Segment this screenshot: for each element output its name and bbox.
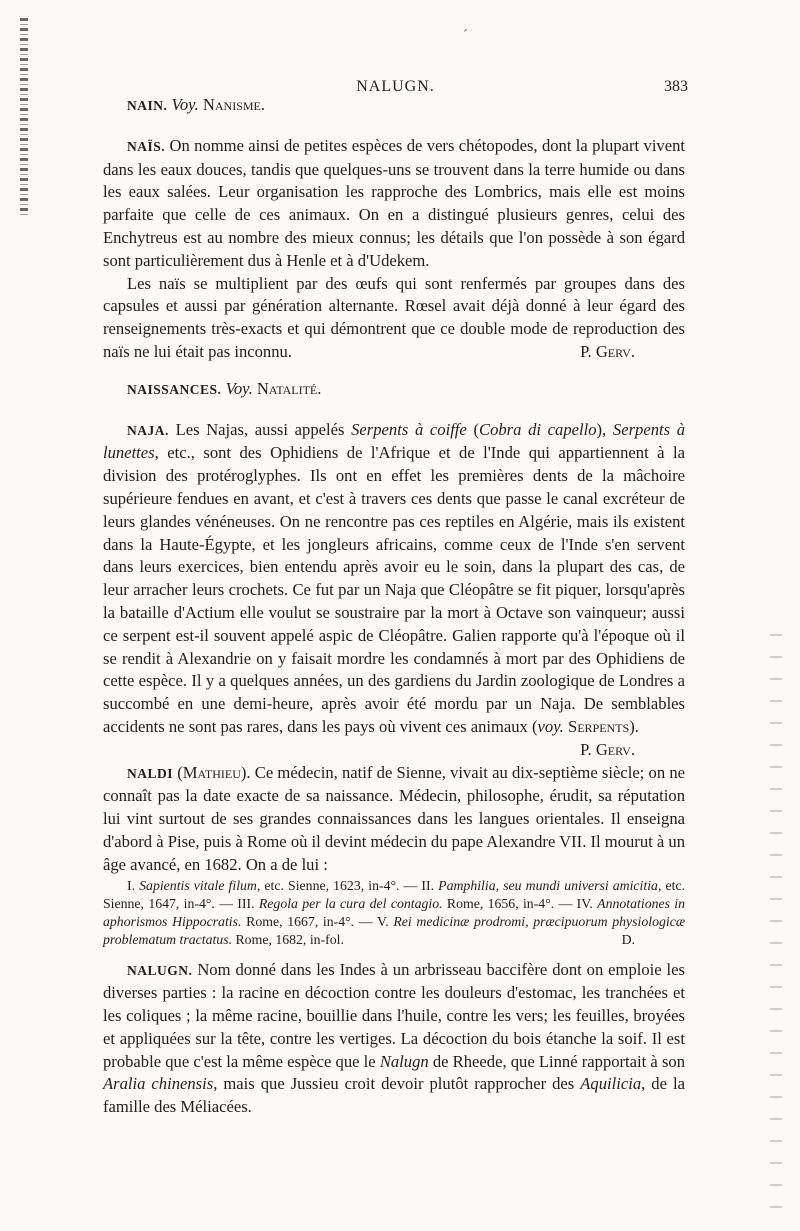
scan-margin-marks xyxy=(770,620,782,1210)
body-text: Nom donné dans les Indes à un arbrisseau baccifère dont on emploie les diverses parties : la racine en décoction contre les douleurs d'estomac, les tranchées et les coliques ; la même racine, bouillie dans l'huile, contre les vers; les feuilles, broyées et appliquées sur la tête, contre les vertiges. La décoction du bois étanche la soif. Il est probable que c'est la même espèce que le xyxy=(103,959,685,1071)
signature: P. Gerv. xyxy=(580,739,635,759)
cross-reference: Natalité. xyxy=(256,378,322,398)
body-text: Ce médecin, natif de Sienne, vivait au dix-septième siècle; on ne connaît pas la date exacte de sa naissance. Médecin, philosophe, érudit, sa réputation lui vint surtout de ses grandes connaissances dans les langues orientales. Il enseigna d'abord à Pise, puis à Rome où il devint médecin du pape Alexandre VII. Il mourut à un âge avancé, en 1682. On a de lui : xyxy=(103,762,685,874)
entry-naja xyxy=(103,419,686,759)
italic-term: Aralia chinensis xyxy=(103,1074,214,1094)
body-text: , mais que Jussieu croit devoir plutôt rapprocher des xyxy=(213,1074,575,1094)
bib-title: Rei medicinæ prodromi, præcipuorum physiologicæ problematum tractatus. xyxy=(103,913,686,947)
body-text: ). xyxy=(629,716,639,736)
entry-nais xyxy=(103,135,685,364)
bibliography xyxy=(103,877,685,949)
body-text: ( xyxy=(473,419,479,439)
body-text: On nomme ainsi de petites espèces de vers chétopodes, dont la plupart vivent dans les eaux douces, tandis que quelques-uns se trouvent dans la terre humide ou dans les eaux salées. Leur organisation les rapproche des Lombrics, mais elle est moins parfaite que celle de ces animaux. On en a distingué plusieurs genres, celui des Enchytreus est au nombre des mieux connus; les détails que l'on possède à son égard sont particulièrement dus à Henle et à d'Udekem. xyxy=(103,135,685,270)
italic-term: Aquilicia xyxy=(580,1074,642,1094)
text-column xyxy=(103,94,685,1129)
voy-label: Voy. xyxy=(225,378,253,398)
scan-edge-marks xyxy=(20,18,28,218)
paragraph xyxy=(103,135,685,273)
stray-mark: ˊ xyxy=(463,28,468,43)
signature: D. xyxy=(621,931,635,947)
italic-term: Serpents à lunettes xyxy=(103,419,686,463)
cross-reference: Nanisme. xyxy=(202,95,266,114)
headword: NAJA. xyxy=(127,422,169,438)
italic-term: Serpents à coiffe xyxy=(351,419,467,439)
bib-title: Pamphilia, seu mundi universi amicitia xyxy=(438,877,658,893)
headword: NALDI xyxy=(127,765,174,781)
italic-term: voy. xyxy=(537,716,564,736)
cross-reference: Serpents xyxy=(567,716,630,736)
headword: NALUGN. xyxy=(127,962,193,978)
body-text: de Rheede, que Linné rapportait à son xyxy=(432,1051,686,1071)
italic-term: Nalugn xyxy=(379,1051,429,1071)
bib-text: Rome, 1656, in-4°. — IV. xyxy=(446,895,593,911)
entry-naissances xyxy=(103,378,685,402)
body-text: ), xyxy=(596,419,607,439)
bib-text: Rome, 1667, in-4°. — V. xyxy=(246,913,389,929)
headword: NAISSANCES. xyxy=(127,381,222,397)
bib-text: , etc. Sienne, 1623, in-4°. — II. xyxy=(256,877,435,893)
bib-text: Rome, 1682, in-fol. xyxy=(235,931,344,947)
bib-text: , etc. Sienne, 1647, in-4°. — III. xyxy=(103,877,686,911)
signature: P. Gerv. xyxy=(580,341,635,361)
italic-term: Cobra di capello xyxy=(479,419,597,439)
entry-nain xyxy=(103,94,685,118)
voy-label: Voy. xyxy=(171,95,199,114)
bib-title: Annotationes in aphorismos Hippocratis. xyxy=(103,895,686,929)
body-text: Les Najas, aussi appelés xyxy=(175,419,345,439)
headword: NAIN. xyxy=(127,98,168,113)
paragraph xyxy=(103,273,685,364)
headword: NAÏS. xyxy=(127,138,166,154)
paragraph xyxy=(103,419,686,759)
bib-title: Regola per la cura del contagio. xyxy=(258,895,443,911)
body-text: Les naïs se multiplient par des œufs qui sont renfermés par groupes dans des capsules et aussi par génération alternante. Rœsel avait déjà donné à leur égard des renseignements très-exacts et qui démontrent que ce double mode de reproduction des naïs ne lui était pas inconnu. xyxy=(103,273,685,361)
running-head: NALUGN. xyxy=(356,78,435,95)
page-number: 383 xyxy=(664,78,688,95)
body-text: , etc., sont des Ophidiens de l'Afrique et de l'Inde qui appartiennent à la division des protéroglyphes. Ils ont en effet les premières dents de la mâchoire supérieure fendues en avant, et c'est à travers ces dents que passe le canal excréteur de leurs glandes vénéneuses. On ne rencontre pas ces reptiles en Algérie, mais ils existent dans la Haute-Égypte, et les jongleurs africains, comme ceux de l'Inde s'en servent dans leurs exercices, bien entendu après avoir eu le soin, dans la plupart des cas, de leur arracher leurs crochets. Ce fut par un Naja que Cléopâtre se fit piquer, lorsqu'après la bataille d'Actium elle voulut se soustraire par la mort à Octave son vainqueur; aussi ce serpent est-il souvent appelé aspic de Cléopâtre. Galien rapporte qu'à l'époque où il se rendit à Alexandrie on y faisait mordre les condamnés à mort par des Ophidiens de cette espèce. Il y a quelques années, un des gardiens du Jardin zoologique de Londres a succombé en une demi-heure, après avoir été mordu par un Naja. De semblables accidents ne sont pas rares, dans les pays où vivent ces animaux ( xyxy=(103,443,685,736)
author-name: (Mathieu). xyxy=(177,762,251,782)
entry-naldi xyxy=(103,762,685,949)
bib-title: Sapientis vitale filum xyxy=(139,877,257,893)
entry-nalugn xyxy=(103,959,685,1120)
bib-text: I. xyxy=(127,877,136,893)
paragraph xyxy=(103,762,685,877)
body-text: , de la famille des Méliacées. xyxy=(103,1074,685,1117)
paragraph xyxy=(103,959,685,1120)
